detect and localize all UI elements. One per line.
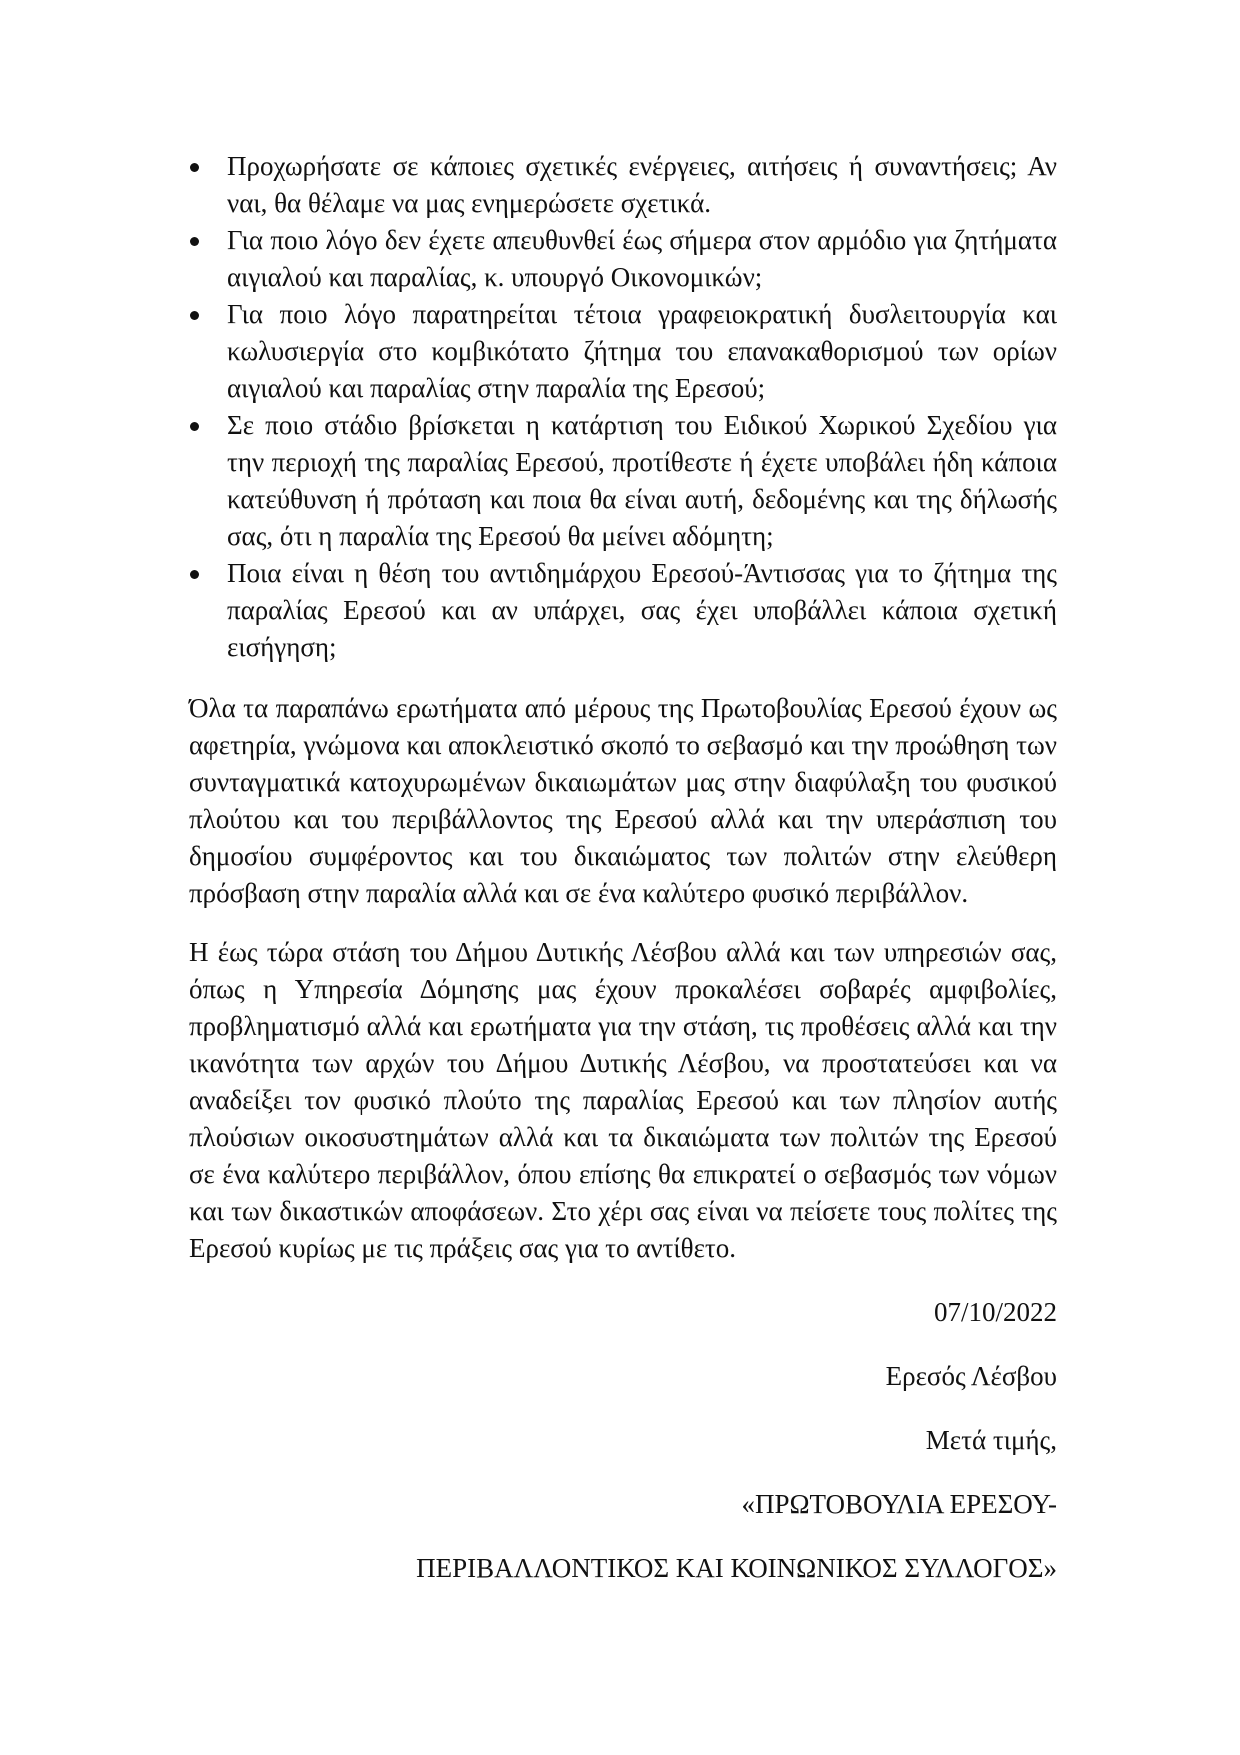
body-paragraph: Η έως τώρα στάση του Δήμου Δυτικής Λέσβου αλλά και των υπηρεσιών σας, όπως η Υπηρεσία Δόμησης μας έχουν προκαλέσει σοβαρές αμφιβολίες, προβληματισμό αλλά και ερωτήματα για την στάση, τις προθέσεις αλλά και την ικανότητα των αρχών του Δήμου Δυτικής Λέσβου, να προστατεύσει και να αναδείξει τον φυσικό πλούτο της παραλίας Ερεσού και των πλησίον αυτής πλούσιων οικοσυστημάτων αλλά και τα δικαιώματα των πολιτών της Ερεσού σε ένα καλύτερο περιβάλλον, όπου επίσης θα επικρατεί ο σεβασμός των νόμων και των δικαστικών αποφάσεων. Στο χέρι σας είναι να πείσετε τους πολίτες της Ερεσού κυρίως με τις πράξεις σας για το αντίθετο. [189, 937, 1057, 1263]
organization-name-line-2: ΠΕΡΙΒΑΛΛΟΝΤΙΚΟΣ ΚΑΙ ΚΟΙΝΩΝΙΚΟΣ ΣΥΛΛΟΓΟΣ» [416, 1553, 1057, 1583]
letter-place: Ερεσός Λέσβου [885, 1361, 1057, 1391]
question-text: Ποια είναι η θέση του αντιδημάρχου Ερεσού-Άντισσας για το ζήτημα της παραλίας Ερεσού και αν υπάρχει, σας έχει υποβάλλει κάποια σχετική εισήγηση; [227, 558, 1057, 662]
question-text: Για ποιο λόγο δεν έχετε απευθυνθεί έως σήμερα στον αρμόδιο για ζητήματα αιγιαλού και παραλίας, κ. υπουργό Οικονομικών; [227, 225, 1057, 292]
questions-list [189, 148, 1057, 666]
bullet-icon [190, 237, 199, 246]
list-item [189, 148, 1057, 222]
letter-date: 07/10/2022 [933, 1297, 1057, 1327]
bullet-icon [190, 422, 199, 431]
question-text: Σε ποιο στάδιο βρίσκεται η κατάρτιση του Ειδικού Χωρικού Σχεδίου για την περιοχή της παραλίας Ερεσού, προτίθεστε ή έχετε υποβάλει ήδη κάποια κατεύθυνση ή πρόταση και ποια θα είναι αυτή, δεδομένης και της δήλωσής σας, ότι η παραλία της Ερεσού θα μείνει αδόμητη; [227, 410, 1057, 551]
question-text: Προχωρήσατε σε κάποιες σχετικές ενέργειες, αιτήσεις ή συναντήσεις; Αν ναι, θα θέλαμε να μας ενημερώσετε σχετικά. [227, 151, 1057, 218]
letter-body [189, 148, 1057, 1587]
letter-closing [189, 1294, 1057, 1587]
list-item [189, 555, 1057, 666]
list-item [189, 296, 1057, 407]
letter-salutation: Μετά τιμής, [925, 1425, 1057, 1455]
question-text: Για ποιο λόγο παρατηρείται τέτοια γραφειοκρατική δυσλειτουργία και κωλυσιεργία στο κομβικότατο ζήτημα του επανακαθορισμού των ορίων αιγιαλού και παραλίας στην παραλία της Ερεσού; [227, 299, 1057, 403]
body-paragraph: Όλα τα παραπάνω ερωτήματα από μέρους της Πρωτοβουλίας Ερεσού έχουν ως αφετηρία, γνώμονα και αποκλειστικό σκοπό το σεβασμό και την προώθηση των συνταγματικά κατοχυρωμένων δικαιωμάτων μας στην διαφύλαξη του φυσικού πλούτου και του περιβάλλοντος της Ερεσού αλλά και την υπεράσπιση του δημοσίου συμφέροντος και του δικαιώματος των πολιτών στην ελεύθερη πρόσβαση στην παραλία αλλά και σε ένα καλύτερο φυσικό περιβάλλον. [189, 693, 1057, 908]
bullet-icon [190, 163, 199, 172]
bullet-icon [190, 570, 199, 579]
bullet-icon [190, 311, 199, 320]
organization-name-line-1: «ΠΡΩΤΟΒΟΥΛΙΑ ΕΡΕΣΟΥ- [741, 1489, 1057, 1519]
list-item [189, 407, 1057, 555]
list-item [189, 222, 1057, 296]
